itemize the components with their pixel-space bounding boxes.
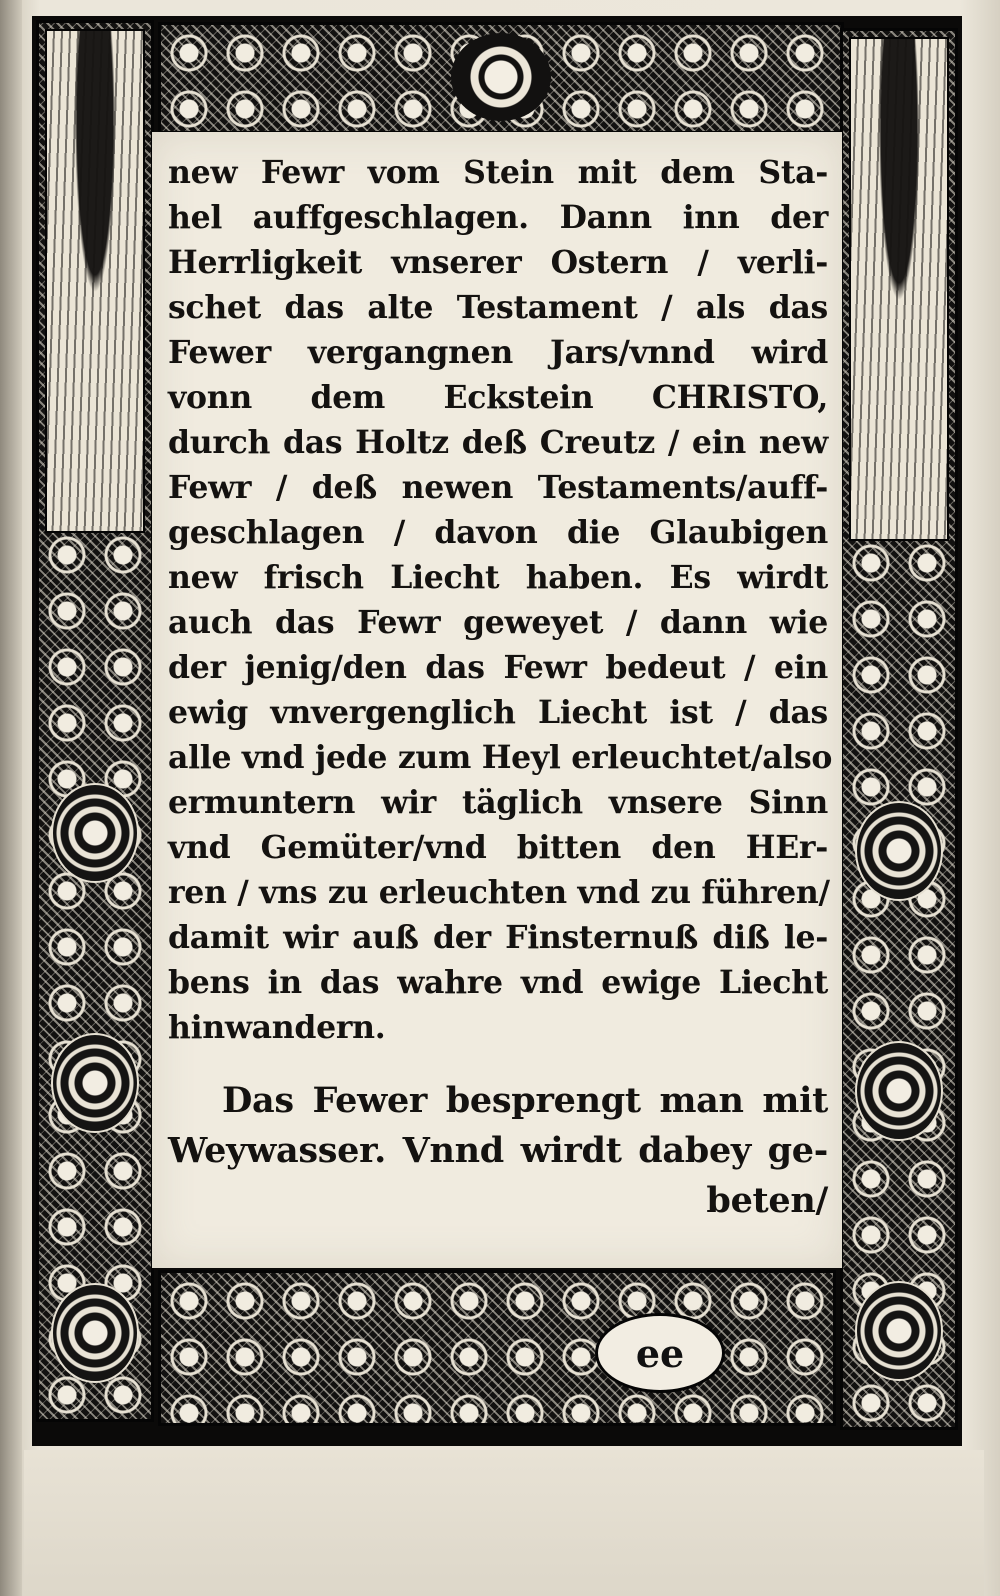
text-line: schet das alte Testament / als das — [168, 289, 828, 326]
rosette-ornament — [855, 801, 943, 901]
text-line: vnd Gemüter/vnd bitten den HEr- — [168, 829, 828, 866]
rosette-ornament — [51, 1283, 139, 1383]
text-line: vonn dem Eckstein CHRISTO, — [168, 379, 828, 416]
left-ornament-column — [36, 20, 154, 1422]
bottom-ornament-band — [158, 1270, 836, 1426]
text-line: Fewer vergangnen Jars/vnnd wird — [168, 334, 828, 371]
right-saint-figure — [849, 37, 949, 541]
text-line: der jenig/den das Fewr bedeut / ein — [168, 649, 828, 686]
text-line: Weywasser. Vnnd wirdt dabey ge- — [168, 1130, 828, 1171]
text-line: damit wir auß der Finsternuß diß le- — [168, 919, 828, 956]
text-line: new Fewr vom Stein mit dem Sta- — [168, 154, 828, 191]
text-block — [152, 132, 842, 1268]
rosette-ornament — [855, 1041, 943, 1141]
text-line: new frisch Liecht haben. Es wirdt — [168, 559, 828, 596]
text-line: durch das Holtz deß Creutz / ein new — [168, 424, 828, 461]
second-paragraph — [168, 1076, 828, 1226]
rosette-ornament — [51, 1033, 139, 1133]
top-ornament-band — [158, 22, 844, 134]
right-ornament-column — [840, 28, 958, 1430]
catchword: beten/ — [706, 1180, 828, 1221]
text-line: ermuntern wir täglich vnsere Sinn — [168, 784, 828, 821]
text-line: Fewr / deß newen Testaments/auff- — [168, 469, 828, 506]
lower-page-margin — [24, 1450, 984, 1596]
text-line: auch das Fewr geweyet / dann wie — [168, 604, 828, 641]
binding-edge — [0, 0, 22, 1596]
text-line: geschlagen / davon die Glaubigen — [168, 514, 828, 551]
body-text — [168, 150, 833, 1226]
rosette-ornament — [855, 1281, 943, 1381]
folio-cartouche — [595, 1313, 725, 1393]
sun-face-medallion — [451, 33, 551, 121]
text-line: bens in das wahre vnd ewige Liecht — [168, 964, 828, 1001]
text-line: Herrligkeit vnserer Ostern / verli- — [168, 244, 828, 281]
text-line: ewig vnvergenglich Liecht ist / das — [168, 694, 828, 731]
text-line: ren / vns zu erleuchten vnd zu führen/ — [168, 874, 830, 911]
text-line: hel auffgeschlagen. Dann inn der — [168, 199, 828, 236]
text-line: hinwandern. — [168, 1009, 386, 1046]
folio-signature: ee — [635, 1330, 685, 1376]
rosette-ornament — [51, 783, 139, 883]
left-saint-figure — [45, 29, 145, 533]
text-line: Das Fewer besprengt man mit — [222, 1080, 828, 1121]
text-line: alle vnd jede zum Heyl erleuchtet/also — [168, 739, 833, 776]
